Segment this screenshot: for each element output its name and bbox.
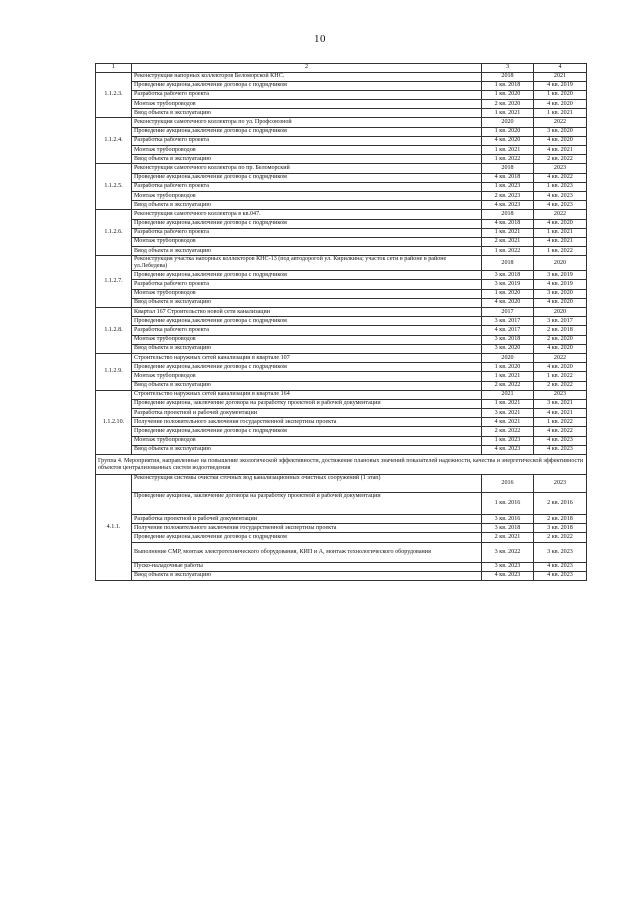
end-date: 4 кв. 2020 <box>534 136 587 145</box>
end-date: 4 кв. 2023 <box>534 445 587 454</box>
activity-name: Проведение аукциона,заключение договора с подрядчиком <box>132 533 482 542</box>
table-row <box>96 90 587 99</box>
table-row <box>96 280 587 289</box>
end-date: 4 кв. 2023 <box>534 571 587 580</box>
start-date: 1 кв. 2023 <box>482 436 534 445</box>
activity-name: Разработка проектной и рабочей документации <box>132 515 482 524</box>
table-row <box>96 81 587 90</box>
end-date: 4 кв. 2020 <box>534 219 587 228</box>
table-row <box>96 308 587 317</box>
activity-name: Разработка рабочего проекта <box>132 90 482 99</box>
end-date: 2 кв. 2022 <box>534 381 587 390</box>
end-date: 3 кв. 2023 <box>534 542 587 562</box>
start-date: 1 кв. 2021 <box>482 372 534 381</box>
end-date: 2023 <box>534 390 587 399</box>
end-date: 4 кв. 2023 <box>534 436 587 445</box>
end-date: 3 кв. 2019 <box>534 271 587 280</box>
table-row <box>96 381 587 390</box>
table-row <box>96 372 587 381</box>
start-date: 4 кв. 2018 <box>482 219 534 228</box>
end-date: 2023 <box>534 164 587 173</box>
start-date: 2017 <box>482 308 534 317</box>
activity-name: Строительство наружных сетей канализации в квартале 107 <box>132 353 482 362</box>
start-date: 3 кв. 2020 <box>482 344 534 353</box>
table-row <box>96 100 587 109</box>
start-date: 3 кв. 2019 <box>482 280 534 289</box>
start-date: 2018 <box>482 72 534 81</box>
end-date: 3 кв. 2020 <box>534 289 587 298</box>
activity-name: Ввод объекта в эксплуатацию <box>132 298 482 307</box>
end-date: 1 кв. 2023 <box>534 182 587 191</box>
table-row <box>96 72 587 81</box>
table-row <box>96 317 587 326</box>
activity-name: Монтаж трубопроводов <box>132 436 482 445</box>
start-date: 1 кв. 2021 <box>482 399 534 408</box>
table-row <box>96 118 587 127</box>
table-row <box>96 493 587 515</box>
start-date: 1 кв. 2022 <box>482 155 534 164</box>
end-date: 1 кв. 2021 <box>534 228 587 237</box>
table-row <box>96 427 587 436</box>
table-row <box>96 445 587 454</box>
item-number: 1.1.2.4. <box>96 118 132 164</box>
start-date: 2 кв. 2020 <box>482 100 534 109</box>
end-date: 4 кв. 2023 <box>534 191 587 200</box>
activity-name: Проведение аукциона,заключение договора с подрядчиком <box>132 427 482 436</box>
end-date: 2 кв. 2022 <box>534 533 587 542</box>
table-row <box>96 399 587 408</box>
activity-name: Монтаж трубопроводов <box>132 335 482 344</box>
table-row <box>96 418 587 427</box>
table-row <box>96 210 587 219</box>
start-date: 1 кв. 2020 <box>482 289 534 298</box>
activity-name: Разработка рабочего проекта <box>132 182 482 191</box>
start-date: 4 кв. 2020 <box>482 298 534 307</box>
activity-name: Строительство наружных сетей канализации в квартале 164 <box>132 390 482 399</box>
end-date: 2022 <box>534 353 587 362</box>
end-date: 2020 <box>534 256 587 271</box>
table-row <box>96 353 587 362</box>
activity-name: Получение положительного заключения государственной экспертизы проекта <box>132 524 482 533</box>
activity-name: Ввод объекта в эксплуатацию <box>132 155 482 164</box>
activity-name: Монтаж трубопроводов <box>132 146 482 155</box>
start-date: 4 кв. 2020 <box>482 136 534 145</box>
start-date: 4 кв. 2023 <box>482 571 534 580</box>
header-cell: 2 <box>132 64 482 73</box>
item-number: 1.1.2.9. <box>96 353 132 390</box>
activity-name: Монтаж трубопроводов <box>132 237 482 246</box>
group-row <box>96 455 587 475</box>
end-date: 4 кв. 2023 <box>534 562 587 571</box>
table-row <box>96 164 587 173</box>
activity-name: Монтаж трубопроводов <box>132 372 482 381</box>
table-row <box>96 542 587 562</box>
table-row <box>96 173 587 182</box>
activity-name: Реконструкция самотечного коллектора по ул. Профсоюзной <box>132 118 482 127</box>
activity-name: Разработка рабочего проекта <box>132 326 482 335</box>
start-date: 2018 <box>482 256 534 271</box>
activity-name: Разработка рабочего проекта <box>132 228 482 237</box>
table-row <box>96 533 587 542</box>
end-date: 4 кв. 2023 <box>534 201 587 210</box>
activity-name: Проведение аукциона,заключение договора с подрядчиком <box>132 173 482 182</box>
end-date: 2022 <box>534 118 587 127</box>
end-date: 4 кв. 2020 <box>534 100 587 109</box>
start-date: 2016 <box>482 475 534 493</box>
start-date: 2021 <box>482 390 534 399</box>
start-date: 1 кв. 2020 <box>482 127 534 136</box>
start-date: 4 кв. 2023 <box>482 201 534 210</box>
start-date: 1 кв. 2020 <box>482 363 534 372</box>
end-date: 3 кв. 2017 <box>534 317 587 326</box>
table-row <box>96 155 587 164</box>
table-row <box>96 409 587 418</box>
end-date: 2 кв. 2020 <box>534 335 587 344</box>
activity-name: Реконструкция участка напорных коллекторов КНС-13 (под автодорогой ул. Кирилкина; участок сети в районе в районе ул.Лебедева) <box>132 256 482 271</box>
start-date: 2 кв. 2021 <box>482 533 534 542</box>
item-number: 4.1.1. <box>96 475 132 581</box>
table-row <box>96 182 587 191</box>
activity-name: Ввод объекта в эксплуатацию <box>132 571 482 580</box>
table-row <box>96 335 587 344</box>
table-row <box>96 201 587 210</box>
activity-name: Разработка проектной и рабочей документации <box>132 409 482 418</box>
activity-name: Монтаж трубопроводов <box>132 100 482 109</box>
header-cell: 1 <box>96 64 132 73</box>
start-date: 1 кв. 2016 <box>482 493 534 515</box>
table-row <box>96 515 587 524</box>
end-date: 1 кв. 2022 <box>534 372 587 381</box>
table-row <box>96 571 587 580</box>
end-date: 2 кв. 2018 <box>534 515 587 524</box>
activity-name: Ввод объекта в эксплуатацию <box>132 381 482 390</box>
start-date: 1 кв. 2023 <box>482 182 534 191</box>
end-date: 4 кв. 2020 <box>534 298 587 307</box>
activity-name: Реконструкция системы очистки сточных вод канализационных очистных сооружений (1 этап) <box>132 475 482 493</box>
start-date: 1 кв. 2020 <box>482 90 534 99</box>
start-date: 2020 <box>482 118 534 127</box>
start-date: 1 кв. 2021 <box>482 228 534 237</box>
item-number: 1.1.2.10. <box>96 390 132 454</box>
end-date: 4 кв. 2022 <box>534 427 587 436</box>
start-date: 1 кв. 2021 <box>482 146 534 155</box>
end-date: 1 кв. 2021 <box>534 109 587 118</box>
table-row <box>96 191 587 200</box>
end-date: 4 кв. 2021 <box>534 146 587 155</box>
activity-name: Разработка рабочего проекта <box>132 280 482 289</box>
start-date: 3 кв. 2021 <box>482 409 534 418</box>
activity-name: Проведение аукциона,заключение договора с подрядчиком <box>132 127 482 136</box>
header-cell: 4 <box>534 64 587 73</box>
activity-name: Ввод объекта в эксплуатацию <box>132 344 482 353</box>
start-date: 2 кв. 2023 <box>482 191 534 200</box>
end-date: 4 кв. 2022 <box>534 173 587 182</box>
table-row <box>96 271 587 280</box>
activity-name: Ввод объекта в эксплуатацию <box>132 445 482 454</box>
table-row <box>96 109 587 118</box>
table-row <box>96 247 587 256</box>
table-row <box>96 146 587 155</box>
start-date: 3 кв. 2018 <box>482 524 534 533</box>
activity-name: Проведение аукциона,заключение договора с подрядчиком <box>132 271 482 280</box>
activity-name: Ввод объекта в эксплуатацию <box>132 109 482 118</box>
table-row <box>96 344 587 353</box>
end-date: 2022 <box>534 210 587 219</box>
end-date: 3 кв. 2021 <box>534 399 587 408</box>
page-number: 10 <box>314 33 326 45</box>
activity-name: Проведение аукциона,заключение договора с подрядчиком <box>132 81 482 90</box>
activity-name: Ввод объекта в эксплуатацию <box>132 247 482 256</box>
activity-name: Разработка рабочего проекта <box>132 136 482 145</box>
header-cell: 3 <box>482 64 534 73</box>
table-row <box>96 136 587 145</box>
end-date: 4 кв. 2020 <box>534 344 587 353</box>
end-date: 2023 <box>534 475 587 493</box>
table-row <box>96 562 587 571</box>
item-number: 1.1.2.3. <box>96 72 132 118</box>
start-date: 3 кв. 2018 <box>482 335 534 344</box>
start-date: 4 кв. 2018 <box>482 173 534 182</box>
activity-name: Проведение аукциона, заключение договора на разработку проектной и рабочей документации <box>132 399 482 408</box>
table-row <box>96 524 587 533</box>
activity-name: Проведение аукциона, заключение договора на разработку проектной и рабочей документации <box>132 493 482 515</box>
end-date: 3 кв. 2018 <box>534 524 587 533</box>
item-number: 1.1.2.6. <box>96 210 132 256</box>
table-row <box>96 219 587 228</box>
start-date: 3 кв. 2023 <box>482 562 534 571</box>
activity-name: Проведение аукциона,заключение договора с подрядчиком <box>132 219 482 228</box>
start-date: 4 кв. 2023 <box>482 445 534 454</box>
item-number: 1.1.2.7. <box>96 256 132 308</box>
table-row <box>96 256 587 271</box>
item-number: 1.1.2.8. <box>96 308 132 354</box>
start-date: 2 кв. 2022 <box>482 381 534 390</box>
start-date: 4 кв. 2017 <box>482 326 534 335</box>
activity-name: Проведение аукциона,заключение договора с подрядчиком <box>132 317 482 326</box>
end-date: 4 кв. 2019 <box>534 280 587 289</box>
start-date: 2 кв. 2021 <box>482 237 534 246</box>
table-row <box>96 326 587 335</box>
start-date: 1 кв. 2018 <box>482 81 534 90</box>
schedule-table <box>95 63 587 581</box>
start-date: 3 кв. 2017 <box>482 317 534 326</box>
end-date: 4 кв. 2019 <box>534 81 587 90</box>
activity-name: Проведение аукциона,заключение договора с подрядчиком <box>132 363 482 372</box>
start-date: 3 кв. 2016 <box>482 515 534 524</box>
end-date: 1 кв. 2022 <box>534 247 587 256</box>
table-row <box>96 390 587 399</box>
activity-name: Реконструкция напорных коллекторов Беломорской КНС. <box>132 72 482 81</box>
end-date: 2 кв. 2022 <box>534 155 587 164</box>
table-row <box>96 298 587 307</box>
end-date: 1 кв. 2020 <box>534 90 587 99</box>
end-date: 2 кв. 2018 <box>534 326 587 335</box>
activity-name: Получение положительного заключения государственной экспертизы проекта <box>132 418 482 427</box>
table-row <box>96 436 587 445</box>
table-row <box>96 289 587 298</box>
activity-name: Монтаж трубопроводов <box>132 191 482 200</box>
end-date: 1 кв. 2022 <box>534 418 587 427</box>
start-date: 2020 <box>482 353 534 362</box>
start-date: 2 кв. 2022 <box>482 427 534 436</box>
table-row <box>96 363 587 372</box>
activity-name: Квартал 167 Строительство новой сети канализации <box>132 308 482 317</box>
end-date: 2020 <box>534 308 587 317</box>
header-row <box>96 64 587 73</box>
start-date: 3 кв. 2018 <box>482 271 534 280</box>
start-date: 4 кв. 2021 <box>482 418 534 427</box>
item-number: 1.1.2.5. <box>96 164 132 210</box>
start-date: 3 кв. 2022 <box>482 542 534 562</box>
activity-name: Реконструкция самотечного коллектора по пр. Беломорский <box>132 164 482 173</box>
table-row <box>96 228 587 237</box>
end-date: 2 кв. 2016 <box>534 493 587 515</box>
table-row <box>96 127 587 136</box>
activity-name: Выполнение СМР, монтаж электротехнического оборудования, КИП и А, монтаж технологического оборудования <box>132 542 482 562</box>
start-date: 1 кв. 2021 <box>482 109 534 118</box>
start-date: 1 кв. 2022 <box>482 247 534 256</box>
table-row <box>96 237 587 246</box>
start-date: 2018 <box>482 164 534 173</box>
end-date: 3 кв. 2020 <box>534 127 587 136</box>
group-title: Группа 4. Мероприятия, направленные на повышение экологической эффективности, достижение плановых значений показателей надежности, качества и энергетической эффективности объектов централизованных систем водоотведения <box>96 455 587 475</box>
end-date: 2021 <box>534 72 587 81</box>
table-row <box>96 475 587 493</box>
activity-name: Ввод объекта в эксплуатацию <box>132 201 482 210</box>
start-date: 2018 <box>482 210 534 219</box>
end-date: 4 кв. 2020 <box>534 363 587 372</box>
activity-name: Реконструкция самотечного коллектора в кв.047. <box>132 210 482 219</box>
activity-name: Монтаж трубопроводов <box>132 289 482 298</box>
end-date: 4 кв. 2021 <box>534 237 587 246</box>
activity-name: Пуско-наладочные работы <box>132 562 482 571</box>
end-date: 4 кв. 2021 <box>534 409 587 418</box>
